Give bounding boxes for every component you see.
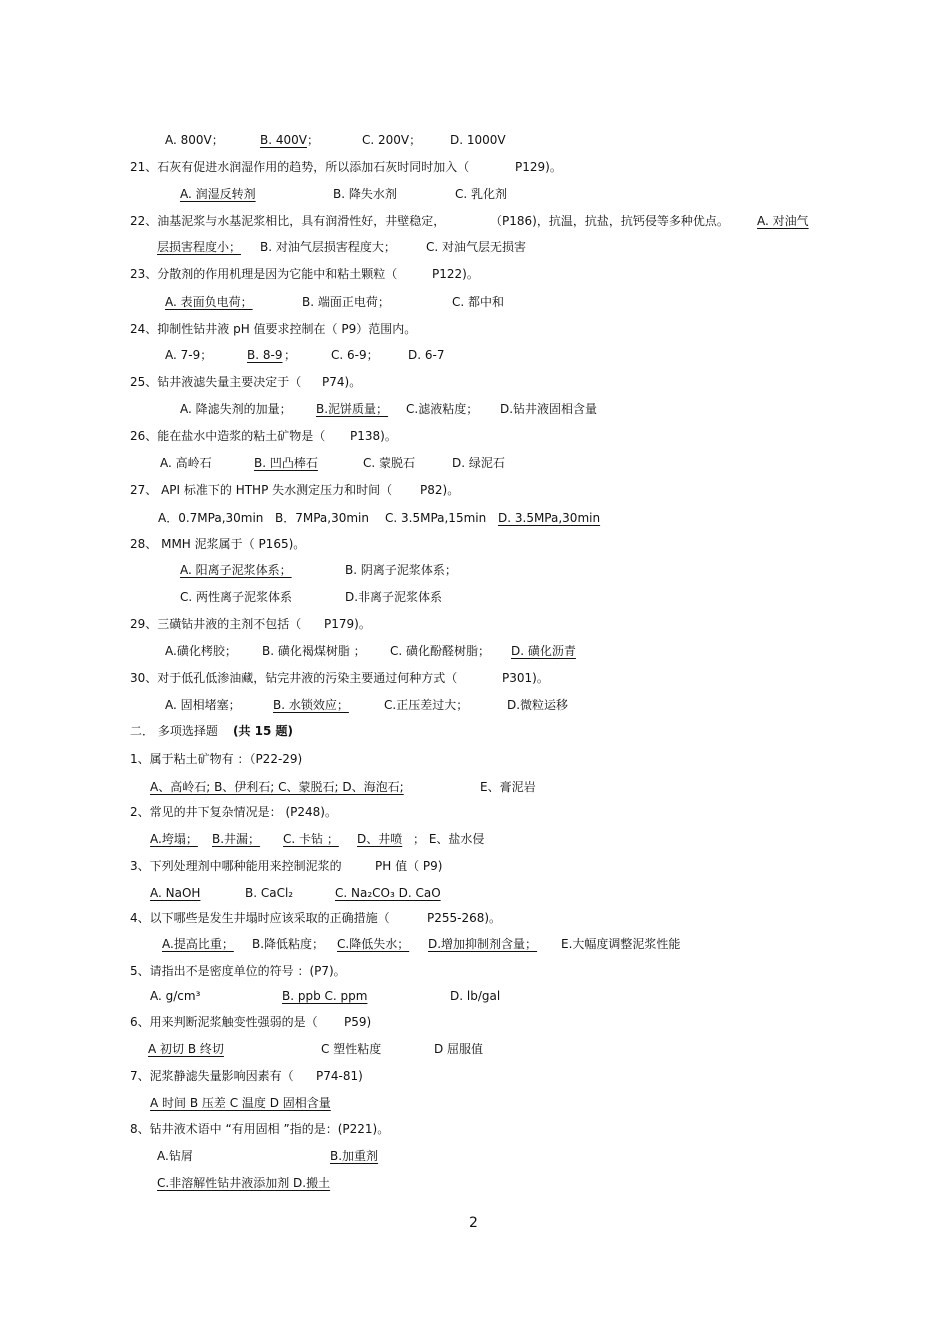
text-segment: B.井漏； — [212, 832, 261, 846]
text-segment: B．7MPa,30min — [275, 511, 369, 525]
text-segment: B. 阴离子泥浆体系； — [345, 563, 457, 577]
text-segment: C. 3.5MPa,15min — [385, 511, 487, 525]
text-segment: B.降低粘度； — [252, 937, 325, 951]
text-segment: C. 两性离子泥浆体系 — [180, 590, 293, 604]
text-segment: P74-81) — [316, 1069, 363, 1083]
text-segment: A. 降滤失剂的加量； — [180, 402, 292, 416]
text-segment: A. 固相堵塞； — [165, 698, 241, 712]
text-segment: D.微粒运移 — [507, 698, 569, 712]
text-segment: A. g/cm³ — [150, 989, 201, 1003]
text-segment: A. 高岭石 — [160, 456, 212, 470]
text-segment: （P186)，抗温，抗盐，抗钙侵等多种优点。 — [490, 214, 729, 228]
text-segment: C. 200V； — [362, 133, 422, 147]
text-segment: B.加重剂 — [330, 1149, 379, 1163]
text-segment: 26、能在盐水中造浆的粘土矿物是（ — [130, 429, 326, 443]
text-segment: 7、泥浆静滤失量影响因素有（ — [130, 1069, 294, 1083]
text-segment: P179)。 — [324, 617, 371, 631]
text-segment: D. 3.5MPa,30min — [498, 511, 601, 525]
text-segment: 8、钻井液术语中 “有用固相 ”指的是：(P221)。 — [130, 1122, 390, 1136]
text-segment: E、膏泥岩 — [480, 780, 536, 794]
text-segment: C 塑性粘度 — [321, 1042, 382, 1056]
text-segment: A. 对油气 — [757, 214, 809, 228]
text-segment: C. 乳化剂 — [455, 187, 508, 201]
text-segment: A．0.7MPa,30min — [158, 511, 264, 525]
text-segment: P301)。 — [502, 671, 549, 685]
text-segment: D. 磺化沥青 — [511, 644, 576, 658]
text-segment: 4、以下哪些是发生井塌时应该采取的正确措施（ — [130, 911, 390, 925]
text-segment: B. 水锁效应； — [273, 698, 349, 712]
text-segment: A 时间 B 压差 C 温度 D 固相含量 — [150, 1096, 331, 1110]
text-segment: 3、下列处理剂中哪种能用来控制泥浆的 — [130, 859, 342, 873]
text-segment: C. 都中和 — [452, 295, 505, 309]
text-segment: P122)。 — [432, 267, 479, 281]
text-segment: C. 磺化酚醛树脂； — [390, 644, 491, 658]
text-segment: C. 蒙脱石 — [363, 456, 416, 470]
text-segment: A. 7-9； — [165, 348, 213, 362]
text-segment: B.泥饼质量； — [316, 402, 389, 416]
text-segment: D. 1000V — [450, 133, 506, 147]
text-segment: 1、属于粘土矿物有 ：（P22-29) — [130, 752, 303, 766]
text-segment: B. 磺化褐煤树脂 ； — [262, 644, 366, 658]
text-segment: P255-268)。 — [427, 911, 502, 925]
text-segment: P59) — [344, 1015, 372, 1029]
text-segment: 28、 MMH 泥浆属于（ P165)。 — [130, 537, 306, 551]
text-segment: A. 表面负电荷； — [165, 295, 253, 309]
text-segment: P82)。 — [420, 483, 460, 497]
page-number: 2 — [469, 1215, 478, 1231]
text-segment: D. 6-7 — [408, 348, 445, 362]
text-segment: B. 端面正电荷； — [302, 295, 390, 309]
text-segment: B. CaCl₂ — [245, 886, 294, 900]
text-segment: 层损害程度小； — [157, 240, 242, 254]
text-segment: B. 400V — [260, 133, 307, 147]
text-segment: (共 15 题) — [233, 724, 294, 738]
text-segment: C.降低失水； — [337, 937, 410, 951]
text-segment: A.磺化栲胶； — [165, 644, 237, 658]
text-segment: C. 卡钻 ； — [283, 832, 339, 846]
text-segment: 23、分散剂的作用机理是因为它能中和粘土颗粒（ — [130, 267, 398, 281]
text-segment: E.大幅度调整泥浆性能 — [561, 937, 681, 951]
text-segment: ； E、盐水侵 — [413, 832, 485, 846]
text-segment: 2、常见的井下复杂情况是： (P248)。 — [130, 805, 337, 819]
text-segment: PH 值（ P9) — [375, 859, 443, 873]
text-segment: A. 800V； — [165, 133, 224, 147]
text-segment: C.正压差过大； — [384, 698, 469, 712]
text-segment: A.钻屑 — [157, 1149, 193, 1163]
text-segment: C. Na₂CO₃ D. CaO — [335, 886, 441, 900]
text-segment: C. 6-9； — [331, 348, 379, 362]
text-segment: A 初切 B 终切 — [148, 1042, 224, 1056]
text-segment: D.钻井液固相含量 — [500, 402, 598, 416]
text-segment: C.非溶解性钻井液添加剂 D.搬土 — [157, 1176, 331, 1190]
text-segment: 24、抑制性钻井液 pH 值要求控制在（ P9）范围内。 — [130, 322, 417, 336]
text-segment: A. 阳离子泥浆体系； — [180, 563, 292, 577]
text-segment: A. 润湿反转剂 — [180, 187, 256, 201]
text-segment: ； — [307, 133, 320, 147]
text-segment: B. 8-9 — [247, 348, 283, 362]
text-segment: 6、用来判断泥浆触变性强弱的是（ — [130, 1015, 318, 1029]
text-segment: D 屈服值 — [434, 1042, 484, 1056]
text-segment: 29、三磺钻井液的主剂不包括（ — [130, 617, 302, 631]
text-segment: 27、 API 标准下的 HTHP 失水测定压力和时间（ — [130, 483, 393, 497]
text-segment: B. ppb C. ppm — [282, 989, 368, 1003]
text-segment: C. 对油气层无损害 — [426, 240, 527, 254]
text-segment: D. lb/gal — [450, 989, 501, 1003]
text-segment: A. NaOH — [150, 886, 201, 900]
text-segment: A、高岭石; B、伊利石; C、蒙脱石; D、海泡石; — [150, 780, 404, 794]
text-segment: D、井喷 — [357, 832, 403, 846]
text-segment: 25、钻井液滤失量主要决定于（ — [130, 375, 302, 389]
text-segment: B. 凹凸棒石 — [254, 456, 318, 470]
text-segment: P74)。 — [322, 375, 362, 389]
text-segment: 21、石灰有促进水润湿作用的趋势，所以添加石灰时同时加入（ — [130, 160, 470, 174]
text-segment: D.增加抑制剂含量； — [428, 937, 538, 951]
text-segment: B. 对油气层损害程度大； — [260, 240, 396, 254]
text-segment: A.提高比重； — [162, 937, 234, 951]
text-segment: D.非离子泥浆体系 — [345, 590, 443, 604]
text-segment: P138)。 — [350, 429, 397, 443]
text-segment: 二． 多项选择题 — [130, 724, 218, 738]
text-segment: D. 绿泥石 — [452, 456, 505, 470]
text-segment: 30、对于低孔低渗油藏，钻完井液的污染主要通过何种方式（ — [130, 671, 458, 685]
text-segment: B. 降失水剂 — [333, 187, 397, 201]
text-segment: 22、油基泥浆与水基泥浆相比，具有润滑性好，井壁稳定， — [130, 214, 446, 228]
text-segment: A.垮塌； — [150, 832, 198, 846]
text-segment: 5、请指出不是密度单位的符号 ：(P7)。 — [130, 964, 346, 978]
text-segment: P129)。 — [515, 160, 562, 174]
text-segment: C.滤液粘度； — [406, 402, 479, 416]
text-segment: ； — [284, 348, 297, 362]
